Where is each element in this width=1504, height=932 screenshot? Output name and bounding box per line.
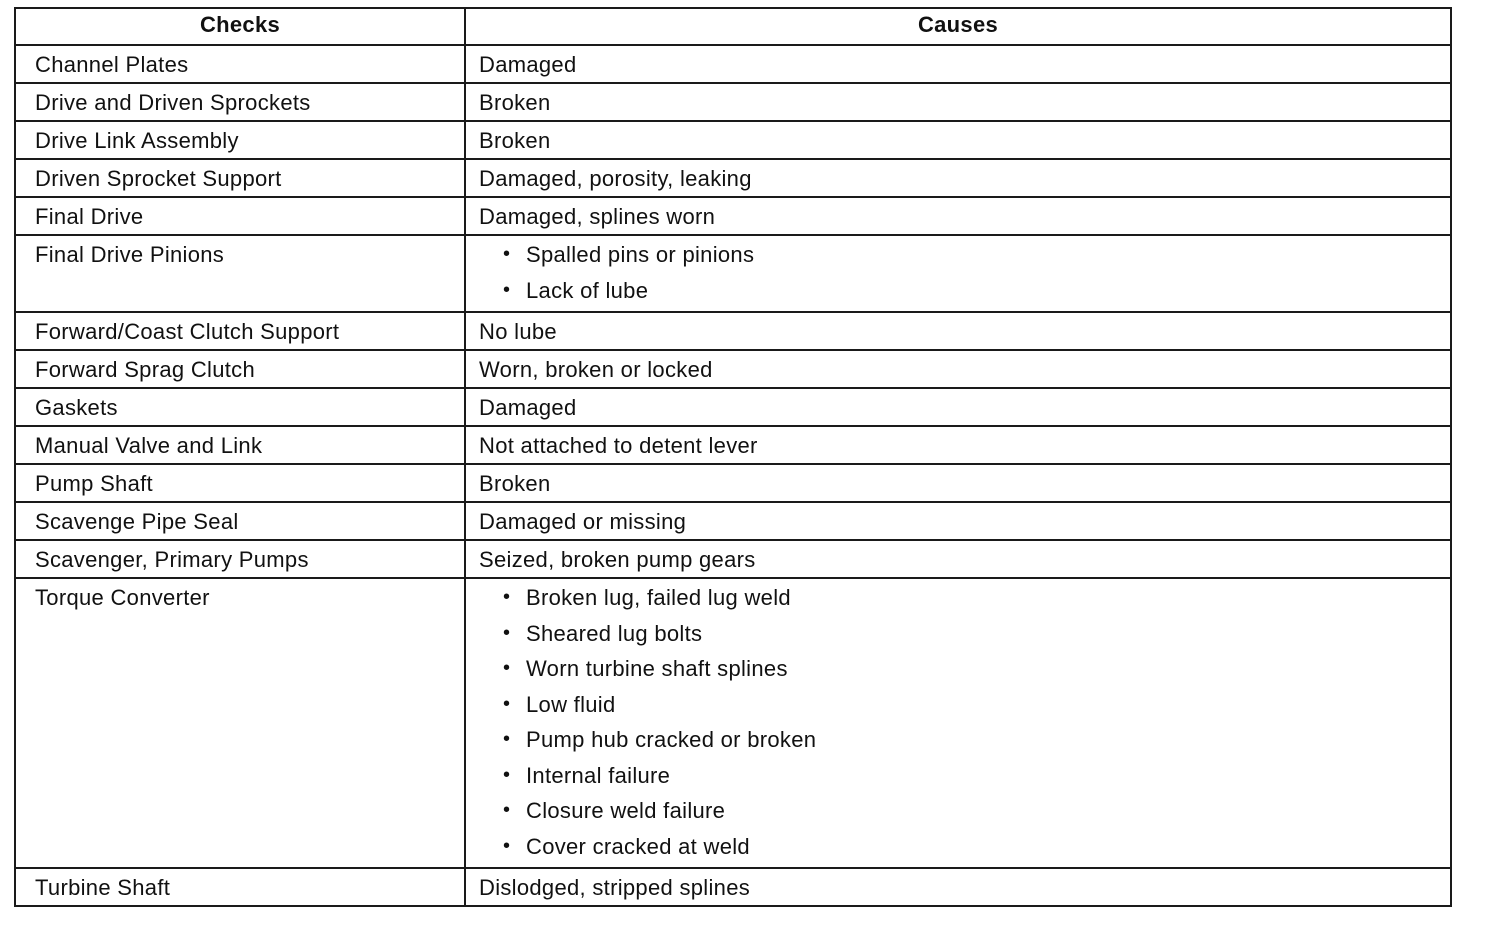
table-row — [15, 350, 1451, 388]
table-header-row — [15, 8, 1451, 45]
check-cell: Drive Link Assembly — [15, 121, 465, 159]
check-cell: Drive and Driven Sprockets — [15, 83, 465, 121]
table-row — [15, 578, 1451, 868]
check-cell: Manual Valve and Link — [15, 426, 465, 464]
cause-list-item: • Cover cracked at weld — [503, 829, 1438, 865]
cause-list-item: • Spalled pins or pinions — [503, 237, 1438, 273]
cause-cell: No lube — [465, 312, 1451, 350]
cause-list — [479, 237, 1438, 308]
check-cell: Forward/Coast Clutch Support — [15, 312, 465, 350]
cause-cell: Broken — [465, 121, 1451, 159]
cause-cell: Not attached to detent lever — [465, 426, 1451, 464]
table-row — [15, 426, 1451, 464]
cause-list-item: • Worn turbine shaft splines — [503, 651, 1438, 687]
cause-list-item: • Internal failure — [503, 758, 1438, 794]
cause-cell: Damaged or missing — [465, 502, 1451, 540]
cause-cell: Seized, broken pump gears — [465, 540, 1451, 578]
check-cell: Driven Sprocket Support — [15, 159, 465, 197]
table-row — [15, 388, 1451, 426]
cause-list-item: • Broken lug, failed lug weld — [503, 580, 1438, 616]
table-row — [15, 868, 1451, 906]
cause-cell: Broken — [465, 83, 1451, 121]
cause-cell: Broken — [465, 464, 1451, 502]
check-cell: Gaskets — [15, 388, 465, 426]
table-row — [15, 540, 1451, 578]
cause-cell: Damaged — [465, 388, 1451, 426]
cause-cell: Damaged, splines worn — [465, 197, 1451, 235]
cause-cell: Damaged — [465, 45, 1451, 83]
check-cell: Scavenge Pipe Seal — [15, 502, 465, 540]
cause-list-item: • Sheared lug bolts — [503, 616, 1438, 652]
cause-cell: Dislodged, stripped splines — [465, 868, 1451, 906]
table-row — [15, 83, 1451, 121]
check-cell: Scavenger, Primary Pumps — [15, 540, 465, 578]
cause-list-item: • Lack of lube — [503, 273, 1438, 309]
table-body — [15, 45, 1451, 906]
check-cell: Channel Plates — [15, 45, 465, 83]
check-cell: Final Drive Pinions — [15, 235, 465, 312]
table-row — [15, 312, 1451, 350]
table-row — [15, 159, 1451, 197]
cause-cell: Worn, broken or locked — [465, 350, 1451, 388]
header-checks: Checks — [15, 8, 465, 45]
table-row — [15, 121, 1451, 159]
cause-list-item: • Closure weld failure — [503, 793, 1438, 829]
check-cell: Torque Converter — [15, 578, 465, 868]
checks-causes-table — [14, 7, 1452, 907]
check-cell: Turbine Shaft — [15, 868, 465, 906]
cause-list-item: • Pump hub cracked or broken — [503, 722, 1438, 758]
header-causes: Causes — [465, 8, 1451, 45]
cause-list-item: • Low fluid — [503, 687, 1438, 723]
table-row — [15, 464, 1451, 502]
table-row — [15, 45, 1451, 83]
cause-cell — [465, 578, 1451, 868]
cause-cell — [465, 235, 1451, 312]
table-row — [15, 235, 1451, 312]
cause-list — [479, 580, 1438, 864]
table-row — [15, 197, 1451, 235]
cause-cell: Damaged, porosity, leaking — [465, 159, 1451, 197]
check-cell: Forward Sprag Clutch — [15, 350, 465, 388]
check-cell: Pump Shaft — [15, 464, 465, 502]
check-cell: Final Drive — [15, 197, 465, 235]
table-row — [15, 502, 1451, 540]
